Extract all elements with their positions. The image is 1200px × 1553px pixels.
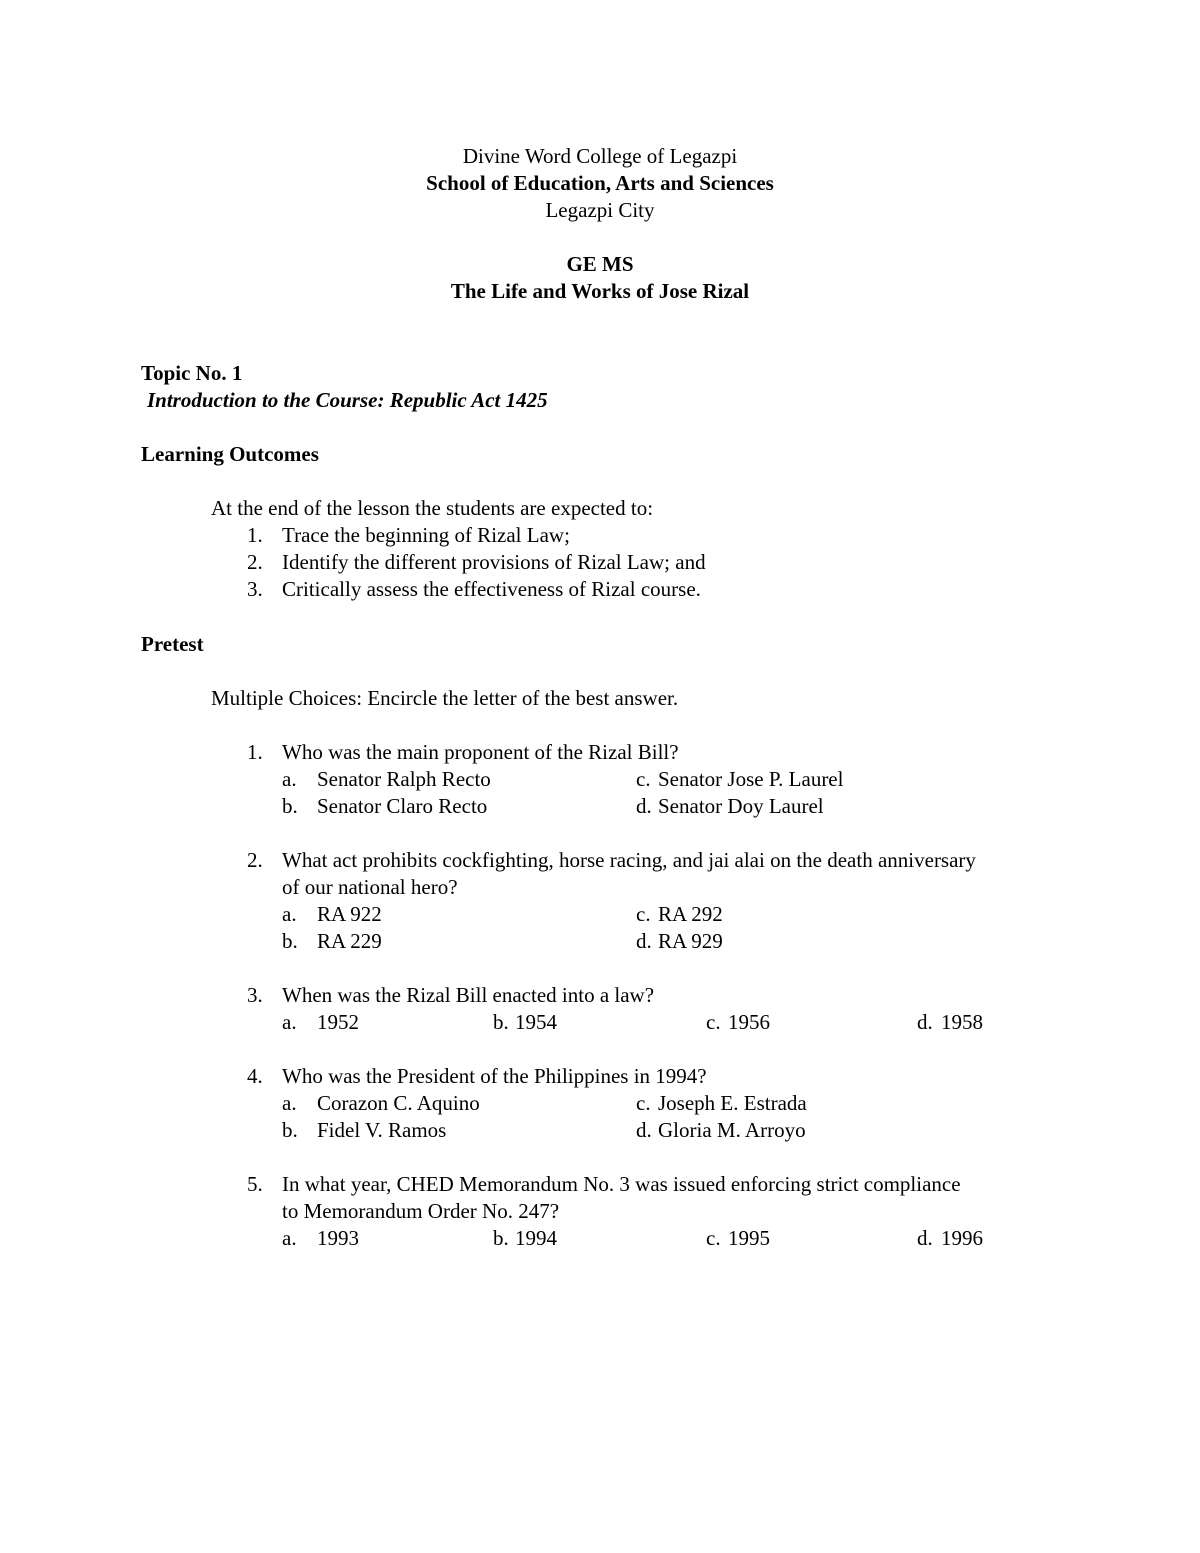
college-name: Divine Word College of Legazpi — [462, 144, 738, 168]
option-letter: b. — [282, 929, 298, 953]
option-letter: a. — [282, 767, 297, 791]
option-text: RA 922 — [317, 902, 382, 926]
option-letter: b. — [282, 794, 298, 818]
question-text: In what year, CHED Memorandum No. 3 was issued enforcing strict compliance — [282, 1172, 961, 1196]
outcome-text: Identify the different provisions of Rizal Law; and — [282, 550, 706, 574]
question-text: Who was the President of the Philippines in 1994? — [282, 1064, 707, 1088]
option-letter: b. — [493, 1010, 509, 1034]
question-number: 3. — [247, 983, 263, 1007]
option-text: Fidel V. Ramos — [317, 1118, 447, 1142]
outcomes-intro: At the end of the lesson the students are expected to: — [211, 496, 654, 520]
option-text: 1954 — [515, 1010, 557, 1034]
option-text: RA 929 — [658, 929, 723, 953]
option-text: Senator Doy Laurel — [658, 794, 824, 818]
learning-outcomes-heading: Learning Outcomes — [141, 442, 319, 466]
option-text: Senator Jose P. Laurel — [658, 767, 844, 791]
option-letter: c. — [636, 767, 651, 791]
option-letter: c. — [706, 1226, 721, 1250]
option-text: Gloria M. Arroyo — [658, 1118, 806, 1142]
pretest-heading: Pretest — [141, 632, 204, 656]
question-text-continued: of our national hero? — [282, 875, 458, 899]
outcome-text: Critically assess the effectiveness of Rizal course. — [282, 577, 701, 601]
question-text-continued: to Memorandum Order No. 247? — [282, 1199, 560, 1223]
question-number: 2. — [247, 848, 263, 872]
city-name: Legazpi City — [545, 198, 655, 222]
topic-title: Introduction to the Course: Republic Act 1425 — [147, 388, 548, 412]
option-letter: d. — [636, 929, 652, 953]
school-name: School of Education, Arts and Sciences — [426, 171, 774, 195]
option-text: RA 292 — [658, 902, 723, 926]
option-text: 1996 — [941, 1226, 983, 1250]
option-letter: c. — [706, 1010, 721, 1034]
option-text: Corazon C. Aquino — [317, 1091, 480, 1115]
course-title: The Life and Works of Jose Rizal — [450, 279, 750, 303]
option-letter: b. — [282, 1118, 298, 1142]
option-letter: c. — [636, 1091, 651, 1115]
option-text: 1952 — [317, 1010, 359, 1034]
option-letter: c. — [636, 902, 651, 926]
option-text: 1993 — [317, 1226, 359, 1250]
option-text: 1995 — [728, 1226, 770, 1250]
option-text: Joseph E. Estrada — [658, 1091, 807, 1115]
topic-label: Topic No. 1 — [141, 361, 243, 385]
option-letter: d. — [917, 1010, 933, 1034]
question-number: 5. — [247, 1172, 263, 1196]
question-number: 4. — [247, 1064, 263, 1088]
pretest-instruction: Multiple Choices: Encircle the letter of the best answer. — [211, 686, 679, 710]
question-text: When was the Rizal Bill enacted into a law? — [282, 983, 655, 1007]
question-number: 1. — [247, 740, 263, 764]
question-text: Who was the main proponent of the Rizal Bill? — [282, 740, 679, 764]
option-letter: a. — [282, 902, 297, 926]
question-text: What act prohibits cockfighting, horse racing, and jai alai on the death anniversary — [282, 848, 976, 872]
option-text: Senator Claro Recto — [317, 794, 488, 818]
option-letter: d. — [917, 1226, 933, 1250]
outcome-number: 2. — [247, 550, 263, 574]
outcome-text: Trace the beginning of Rizal Law; — [282, 523, 570, 547]
option-letter: d. — [636, 1118, 652, 1142]
option-letter: d. — [636, 794, 652, 818]
option-letter: b. — [493, 1226, 509, 1250]
option-letter: a. — [282, 1010, 297, 1034]
option-text: RA 229 — [317, 929, 382, 953]
outcome-number: 1. — [247, 523, 263, 547]
option-letter: a. — [282, 1091, 297, 1115]
option-letter: a. — [282, 1226, 297, 1250]
option-text: 1956 — [728, 1010, 770, 1034]
option-text: 1958 — [941, 1010, 983, 1034]
outcome-number: 3. — [247, 577, 263, 601]
option-text: Senator Ralph Recto — [317, 767, 491, 791]
course-code: GE MS — [566, 252, 634, 276]
option-text: 1994 — [515, 1226, 557, 1250]
